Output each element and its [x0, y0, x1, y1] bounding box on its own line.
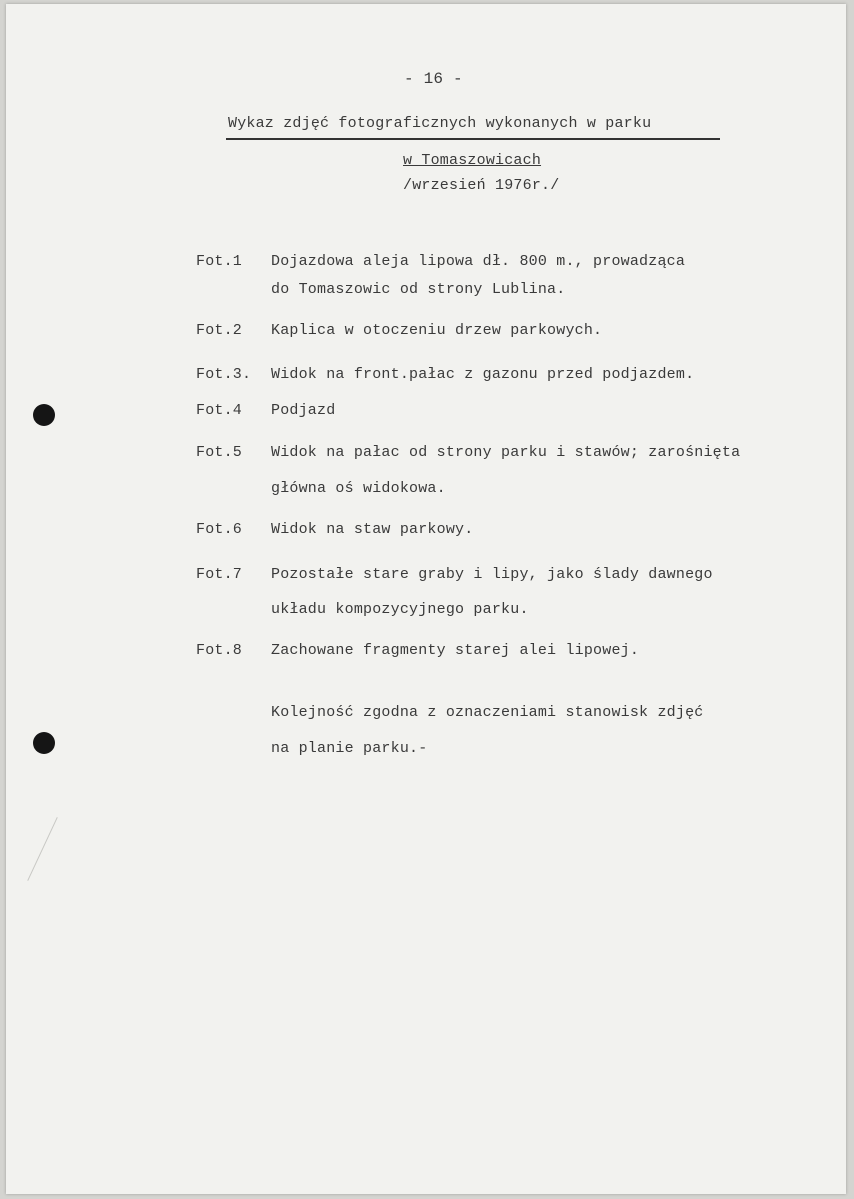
note-line-1: Kolejność zgodna z oznaczeniami stanowisk zdjęć — [271, 704, 704, 721]
photo-description-1-line-1: Dojazdowa aleja lipowa dł. 800 m., prowadząca — [271, 253, 686, 270]
page-number: - 16 - — [404, 70, 463, 88]
photo-description-3-line-1: Widok na front.pałac z gazonu przed podjazdem. — [271, 366, 695, 383]
photo-label-5: Fot.5 — [196, 444, 243, 461]
photo-description-8-line-1: Zachowane fragmenty starej alei lipowej. — [271, 642, 640, 659]
photo-label-3: Fot.3. — [196, 366, 252, 383]
photo-label-1: Fot.1 — [196, 253, 243, 270]
photo-description-5-line-1: Widok na pałac od strony parku i stawów; zarośnięta — [271, 444, 741, 461]
document-title: Wykaz zdjęć fotograficznych wykonanych w parku — [228, 115, 652, 132]
photo-label-2: Fot.2 — [196, 322, 243, 339]
document-date: /wrzesień 1976r./ — [403, 177, 560, 194]
photo-description-6-line-1: Widok na staw parkowy. — [271, 521, 474, 538]
photo-label-6: Fot.6 — [196, 521, 243, 538]
note-line-2: na planie parku.- — [271, 740, 428, 757]
photo-label-4: Fot.4 — [196, 402, 243, 419]
punch-hole-bottom — [33, 732, 55, 754]
scan-mark — [27, 817, 57, 881]
document-page — [6, 4, 846, 1194]
document-subtitle: w Tomaszowicach — [403, 152, 542, 169]
photo-description-7-line-1: Pozostałe stare graby i lipy, jako ślady dawnego — [271, 566, 713, 583]
photo-description-7-line-2: układu kompozycyjnego parku. — [271, 601, 529, 618]
photo-label-7: Fot.7 — [196, 566, 243, 583]
punch-hole-top — [33, 404, 55, 426]
photo-description-4-line-1: Podjazd — [271, 402, 336, 419]
photo-description-2-line-1: Kaplica w otoczeniu drzew parkowych. — [271, 322, 603, 339]
photo-description-5-line-2: główna oś widokowa. — [271, 480, 446, 497]
title-underline — [226, 138, 720, 140]
photo-description-1-line-2: do Tomaszowic od strony Lublina. — [271, 281, 566, 298]
photo-label-8: Fot.8 — [196, 642, 243, 659]
